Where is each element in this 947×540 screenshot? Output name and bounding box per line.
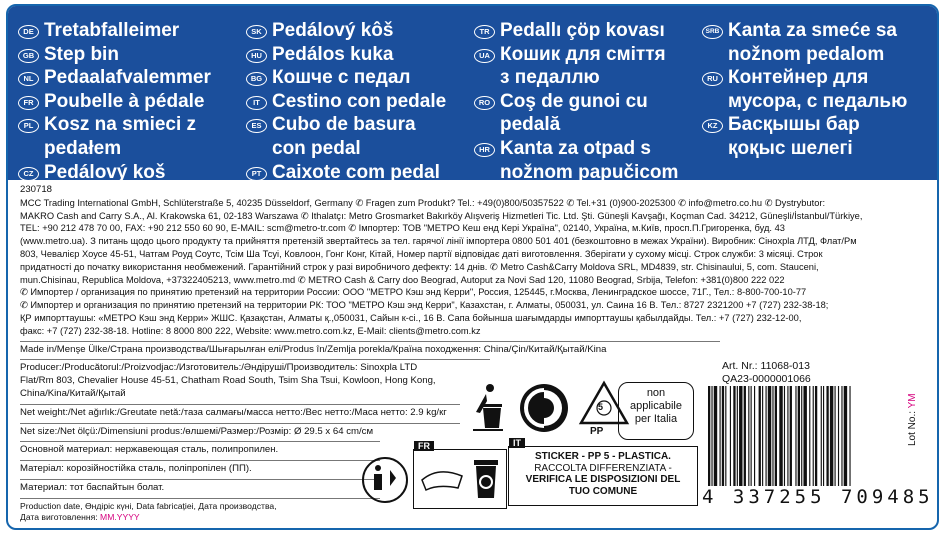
divider bbox=[20, 498, 380, 499]
names-column-1 bbox=[18, 20, 211, 185]
product-name: Kanta za otpad s bbox=[500, 137, 651, 159]
barcode-bar bbox=[801, 386, 802, 486]
barcode-bar bbox=[784, 386, 785, 486]
production-date-row bbox=[20, 512, 720, 523]
lang-badge: GB bbox=[18, 49, 39, 63]
info-line: MCC Trading International GmbH, Schlüterstraße 5, 40235 Düsseldorf, Germany ✆ Fragen zum Produkt? Tel.: +49(0)800/50357522 ✆ Tel.+31 (0)900-2025300 ✆ info@metro.co.hu ✆ Dystrybutor: bbox=[20, 197, 826, 208]
batch-code: 230718 bbox=[20, 184, 53, 195]
barcode-bar bbox=[809, 386, 810, 486]
product-name: Poubelle à pédale bbox=[44, 90, 205, 112]
name-row bbox=[18, 162, 211, 185]
name-row bbox=[246, 20, 446, 43]
producer-line: Producer:/Producătorul:/Proizvodjac:/Изготовитель:/Әндіруші/Производитель: Sinoxpla LTD bbox=[20, 362, 418, 374]
not-applicable-box bbox=[618, 382, 694, 440]
barcode-bar bbox=[725, 386, 726, 486]
product-name: мусора, с педалью bbox=[728, 90, 908, 112]
barcode-bar bbox=[849, 386, 850, 486]
barcode-bar bbox=[830, 386, 833, 486]
product-name: Pedálos kuka bbox=[272, 43, 394, 65]
info-line: ✆ Импортер / организация по принятию претензий на территории России: ООО "МЕТРО Кэш энд Керри", Россия, 125445, г.Москва, Ленинградское шоссе, 71Г., Тел.: 8-800-700-10-77 bbox=[20, 287, 807, 298]
product-name: Caixote com pedal bbox=[272, 161, 440, 183]
lang-badge: PT bbox=[246, 167, 267, 181]
barcode-bar bbox=[730, 386, 731, 486]
lang-badge: SRB bbox=[702, 25, 723, 39]
divider bbox=[20, 423, 460, 424]
product-name: pedală bbox=[500, 114, 561, 136]
product-name: Step bin bbox=[44, 43, 119, 65]
triman-icon bbox=[360, 452, 410, 504]
name-row bbox=[18, 67, 211, 90]
barcode-bar bbox=[748, 386, 749, 486]
product-name: Pedallı çöp kovası bbox=[500, 20, 665, 41]
product-name: Басқышы бар bbox=[728, 114, 860, 136]
fr-tag: FR bbox=[414, 441, 434, 451]
divider bbox=[20, 341, 720, 342]
info-line: придатності до початку використання необмежений. Гарантійний строк у разі виробничого дефекту: 14 днів. ✆ Metro Cash&Carry Moldova SRL, MD4839, str. Chisinaului, 5, com. Stauceni, bbox=[20, 261, 819, 272]
divider bbox=[20, 359, 490, 360]
material-kz: Материал: тот баспайтын болат. bbox=[20, 481, 165, 493]
product-name: Кошик для сміття bbox=[500, 43, 666, 65]
lang-badge: HR bbox=[474, 143, 495, 157]
barcode-bar bbox=[798, 386, 800, 486]
barcode-bar bbox=[823, 386, 824, 486]
lang-badge: IT bbox=[246, 96, 267, 110]
barcode-bar bbox=[803, 386, 806, 486]
it-tag: IT bbox=[509, 438, 525, 448]
name-row bbox=[702, 20, 907, 43]
product-name: Pedaalafvalemmer bbox=[44, 67, 211, 89]
divider bbox=[20, 479, 380, 480]
lot-number bbox=[907, 393, 918, 446]
material-ru: Основной материал: нержавеющая сталь, полипропилен. bbox=[20, 444, 279, 456]
name-row bbox=[18, 91, 211, 114]
product-name: Tretabfalleimer bbox=[44, 20, 180, 41]
lot-value: YM bbox=[907, 393, 918, 409]
barcode-bar bbox=[722, 386, 724, 486]
product-name: nožnom papučicom bbox=[500, 161, 679, 183]
article-info bbox=[722, 360, 811, 386]
info-line: 803, Чевалієр Хоусе 45-51, Чатгам Роуд Соутс, Тсім Ша Тсуі, Ковлоон, Гонг Конг, Кітай, Номер партії відповідає даті виготовлення. Зберігати у сухому місці. Строк служби: 3 місяці. Строк bbox=[20, 248, 823, 259]
name-row bbox=[246, 138, 446, 161]
tidyman-bin-icon bbox=[470, 382, 506, 432]
info-line: факс: +7 (727) 232-38-18. Hotline: 8 8000 800 222, Website: www.metro.com.kz, E-Mail: clients@metro.com.kz bbox=[20, 325, 481, 336]
names-column-4 bbox=[702, 20, 907, 162]
name-row bbox=[474, 20, 678, 43]
producer-line: China/Kina/Китай/Қытай bbox=[20, 387, 126, 399]
barcode-bar bbox=[815, 386, 817, 486]
it-sorting-text bbox=[509, 447, 697, 497]
lang-badge: BG bbox=[246, 72, 267, 86]
name-row bbox=[474, 44, 678, 67]
not-applicable-text: non applicabile per Italia bbox=[630, 387, 682, 425]
it-sorting-box bbox=[508, 438, 698, 506]
info-line: mun.Chisinau, Republica Moldova, +37322405213, www.metro.md ✆ METRO Cash & Carry doo Beograd, Autoput za Novi Sad 120, 11080 Beograd, Srbija, Telefon: +381(0)800 222 022 bbox=[20, 274, 785, 285]
barcode-bar bbox=[787, 386, 788, 486]
product-name: pedałem bbox=[44, 137, 122, 159]
barcode-bar bbox=[739, 386, 742, 486]
it-line-1: STICKER - PP 5 - PLASTICA. bbox=[535, 451, 671, 462]
product-name: қоқыс шелегі bbox=[728, 137, 853, 159]
lang-badge: TR bbox=[474, 25, 495, 39]
name-row bbox=[246, 91, 446, 114]
barcode-bar bbox=[790, 386, 792, 486]
product-name: Cestino con pedale bbox=[272, 90, 447, 112]
product-name: Pedálový koš bbox=[44, 161, 166, 183]
it-line-2: RACCOLTA DIFFERENZIATA - bbox=[534, 462, 672, 474]
barcode-bar bbox=[720, 386, 721, 486]
barcode-bar bbox=[708, 386, 710, 486]
production-date-value: MM.YYYY bbox=[100, 511, 140, 522]
pp-label: PP bbox=[590, 426, 604, 437]
product-name: Контейнер для bbox=[728, 67, 869, 89]
barcode-bar bbox=[759, 386, 761, 486]
pp-code: 5 bbox=[598, 402, 604, 412]
art-number: Art. Nr.: 11068-013 bbox=[722, 360, 810, 372]
name-row bbox=[474, 138, 678, 161]
lot-label: Lot No.: bbox=[907, 408, 918, 446]
name-row bbox=[474, 91, 678, 114]
it-line-4: TUO COMUNE bbox=[568, 485, 638, 497]
net-weight: Net weight:/Net ağırlık:/Greutate netă:/таза салмағы/масса нетто:/Вес нетто:/Маса нетто: 2.9 kg/кг bbox=[20, 406, 447, 418]
product-name: con pedal bbox=[272, 137, 361, 159]
lang-badge: DE bbox=[18, 25, 39, 39]
barcode-bar bbox=[841, 386, 842, 486]
production-date-label-2: Дата виготовлення: bbox=[20, 511, 101, 522]
barcode-bar bbox=[838, 386, 839, 486]
lang-badge: HU bbox=[246, 49, 267, 63]
lang-badge: CZ bbox=[18, 167, 39, 181]
product-name: nožnom pedalom bbox=[728, 43, 885, 65]
name-row bbox=[702, 44, 907, 67]
product-name: Pedálový kôš bbox=[272, 20, 394, 41]
producer-line: Flat/Rm 803, Chevalier House 45-51, Chatham Road South, Tsim Sha Tsui, Kowloon, Hong Kong, bbox=[20, 375, 436, 387]
product-name: Kanta za smeće sa bbox=[728, 20, 897, 41]
qa-number: QA23-0000001066 bbox=[722, 373, 811, 385]
lang-badge: ES bbox=[246, 119, 267, 133]
name-row bbox=[474, 114, 678, 137]
divider bbox=[20, 441, 380, 442]
name-row bbox=[702, 138, 907, 161]
barcode-bar bbox=[737, 386, 738, 486]
production-date-label: Production date, Өндіріс күні, Data fabricației, Дата производства, bbox=[20, 500, 277, 511]
barcode-bar bbox=[772, 386, 773, 486]
made-in: Made in/Menşe Ülke/Страна производства/Шығарылған елі/Produs în/Zemlja porekla/Країна походження: China/Çin/Китай/Қытай/Kina bbox=[20, 343, 607, 355]
lang-badge: KZ bbox=[702, 119, 723, 133]
info-line: ✆ Импортер и организация по принятию претензий на территории РК: ТОО "МЕТРО Кэш энд Керри", Казахстан, г. Алматы, 050031, ул. Саина 16 В. Тел.: 8727 2321200 +7 (727) 232-38-18; bbox=[20, 300, 829, 311]
packaging-sticker-icon bbox=[418, 462, 466, 498]
info-line: ҚР импорттаушы: «МЕТРО Кэш энд Керри» ЖШС. Қазақстан, Алматы қ.,050031, Сайын к-сі., 16 В. Сапа бойынша шағымдарды импорттаушы қабылдайды. Тел.: +7 (727) 232-12-00, bbox=[20, 312, 802, 323]
barcode-bar bbox=[835, 386, 836, 486]
divider bbox=[20, 460, 380, 461]
name-row bbox=[18, 44, 211, 67]
name-row bbox=[18, 114, 211, 137]
product-name: Кошче с педал bbox=[272, 67, 411, 89]
barcode-bar bbox=[795, 386, 796, 486]
name-row bbox=[246, 67, 446, 90]
name-row bbox=[246, 44, 446, 67]
info-line: (www.metro.ua). З питань щодо цього продукту та прийняття претензій звертайтесь за тел. гарячої лінії імпортера 0800 501 401 (безкоштовно в межах України). Виробник: Сіноxpla ЛТД, Флат/Рм bbox=[20, 236, 857, 247]
barcode-bar bbox=[779, 386, 782, 486]
fr-sorting-box bbox=[413, 441, 507, 509]
ean-barcode bbox=[708, 386, 900, 486]
barcode-bar bbox=[813, 386, 814, 486]
product-name: Coş de gunoi cu bbox=[500, 90, 648, 112]
lang-badge: RO bbox=[474, 96, 495, 110]
name-row bbox=[18, 138, 211, 161]
barcode-bar bbox=[775, 386, 777, 486]
name-row bbox=[702, 91, 907, 114]
barcode-bar bbox=[744, 386, 746, 486]
barcode-bar bbox=[821, 386, 822, 486]
barcode-bar bbox=[714, 386, 717, 486]
barcode-bar bbox=[844, 386, 847, 486]
barcode-bar bbox=[826, 386, 828, 486]
material-ua: Матеріал: корозійностійка сталь, поліпропілен (ПП). bbox=[20, 463, 252, 475]
barcode-bar bbox=[768, 386, 771, 486]
lang-badge: UA bbox=[474, 49, 495, 63]
product-name: з педаллю bbox=[500, 67, 600, 89]
info-line: MAKRO Cash and Carry S.A., Al. Krakowska 61, 02-183 Warszawa ✆ Ithalatçı: Metro Grosmarket Bakırköy Alışveriş Hizmetleri Tic. Ltd. Şti. Güneşli Kavşağı, Koçman Cad. 34212, Güneşli/İstanbul/Türkiye, bbox=[20, 210, 863, 221]
lang-badge: PL bbox=[18, 119, 39, 133]
name-row bbox=[474, 162, 678, 185]
name-row bbox=[702, 67, 907, 90]
barcode-bar bbox=[751, 386, 752, 486]
lang-badge: FR bbox=[18, 96, 39, 110]
name-row bbox=[246, 114, 446, 137]
lang-badge: SK bbox=[246, 25, 267, 39]
barcode-bar bbox=[711, 386, 712, 486]
barcode-bar bbox=[733, 386, 735, 486]
barcode-bar bbox=[754, 386, 755, 486]
lang-badge: NL bbox=[18, 72, 39, 86]
barcode-bar bbox=[762, 386, 763, 486]
barcode-digits: 4 337255 709485 bbox=[702, 486, 934, 508]
green-dot-icon bbox=[518, 382, 570, 434]
name-row bbox=[474, 67, 678, 90]
product-name: Cubo de basura bbox=[272, 114, 416, 136]
names-column-2 bbox=[246, 20, 446, 185]
yellow-bin-icon bbox=[472, 456, 500, 502]
name-row bbox=[18, 20, 211, 43]
barcode-bar bbox=[766, 386, 767, 486]
lang-badge: RU bbox=[702, 72, 723, 86]
net-size: Net size:/Net ölçü:/Dimensiuni produs:/өлшемі/Размер:/Розмір: Ø 29.5 x 64 cm/см bbox=[20, 425, 374, 437]
divider bbox=[20, 404, 460, 405]
info-line: TEL: +90 212 478 70 00, FAX: +90 212 550 60 90, E-MAIL: scm@metro-tr.com ✆ Імпортер: ТОВ "МЕТРО Кеш енд Кері Україна", 02140, Україна, м.Київ, просп.П.Григоренка, буд. 43 bbox=[20, 223, 785, 234]
it-line-3: VERIFICA LE DISPOSIZIONI DEL bbox=[525, 474, 681, 485]
name-row bbox=[246, 162, 446, 185]
product-names-header bbox=[8, 6, 937, 183]
name-row bbox=[702, 114, 907, 137]
names-column-3 bbox=[474, 20, 678, 185]
product-name: Kosz na smieci z bbox=[44, 114, 197, 136]
